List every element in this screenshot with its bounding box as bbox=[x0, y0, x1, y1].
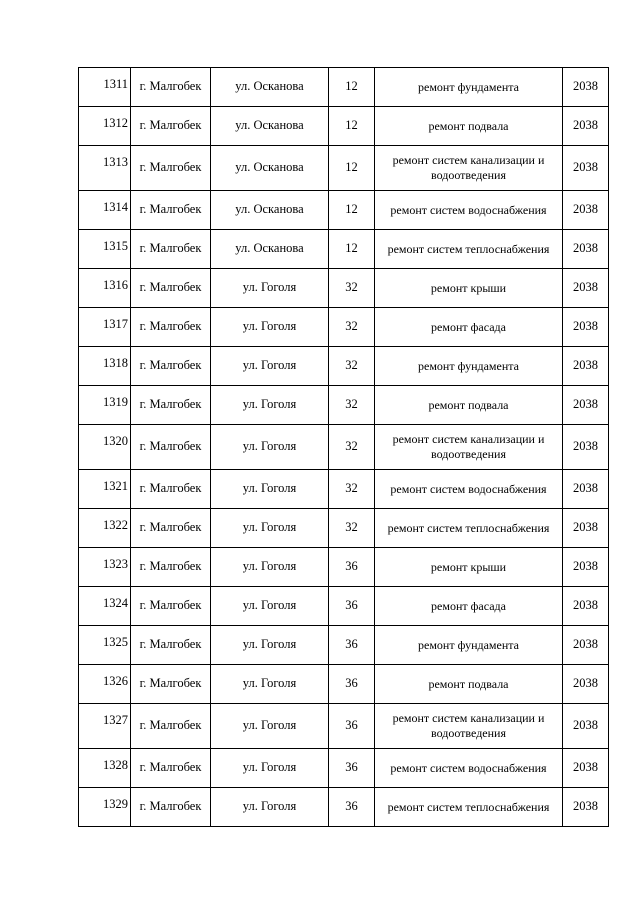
city-cell: г. Малгобек bbox=[131, 788, 211, 827]
table-row bbox=[79, 470, 609, 509]
year-cell: 2038 bbox=[563, 347, 609, 386]
street-cell: ул. Осканова bbox=[211, 146, 329, 191]
work-type-cell: ремонт фундамента bbox=[375, 626, 563, 665]
table-row bbox=[79, 347, 609, 386]
house-number-cell: 12 bbox=[329, 191, 375, 230]
year-cell: 2038 bbox=[563, 704, 609, 749]
house-number-cell: 32 bbox=[329, 347, 375, 386]
city-cell: г. Малгобек bbox=[131, 269, 211, 308]
row-number-cell: 1317 bbox=[79, 308, 131, 347]
table-row bbox=[79, 704, 609, 749]
city-cell: г. Малгобек bbox=[131, 386, 211, 425]
street-cell: ул. Гоголя bbox=[211, 587, 329, 626]
city-cell: г. Малгобек bbox=[131, 68, 211, 107]
house-number-cell: 36 bbox=[329, 749, 375, 788]
house-number-cell: 32 bbox=[329, 425, 375, 470]
table-row bbox=[79, 425, 609, 470]
table-row bbox=[79, 386, 609, 425]
row-number-cell: 1316 bbox=[79, 269, 131, 308]
year-cell: 2038 bbox=[563, 230, 609, 269]
table-row bbox=[79, 509, 609, 548]
street-cell: ул. Гоголя bbox=[211, 626, 329, 665]
city-cell: г. Малгобек bbox=[131, 470, 211, 509]
house-number-cell: 36 bbox=[329, 788, 375, 827]
city-cell: г. Малгобек bbox=[131, 587, 211, 626]
street-cell: ул. Осканова bbox=[211, 230, 329, 269]
street-cell: ул. Гоголя bbox=[211, 386, 329, 425]
work-type-cell: ремонт систем теплоснабжения bbox=[375, 230, 563, 269]
year-cell: 2038 bbox=[563, 191, 609, 230]
row-number-cell: 1326 bbox=[79, 665, 131, 704]
row-number-cell: 1311 bbox=[79, 68, 131, 107]
table-row bbox=[79, 626, 609, 665]
city-cell: г. Малгобек bbox=[131, 425, 211, 470]
table-row bbox=[79, 308, 609, 347]
table-row bbox=[79, 587, 609, 626]
house-number-cell: 36 bbox=[329, 587, 375, 626]
year-cell: 2038 bbox=[563, 788, 609, 827]
house-number-cell: 12 bbox=[329, 68, 375, 107]
work-type-cell: ремонт фасада bbox=[375, 587, 563, 626]
work-type-cell: ремонт подвала bbox=[375, 107, 563, 146]
row-number-cell: 1324 bbox=[79, 587, 131, 626]
table-row bbox=[79, 191, 609, 230]
house-number-cell: 12 bbox=[329, 230, 375, 269]
work-type-cell: ремонт систем водоснабжения bbox=[375, 191, 563, 230]
house-number-cell: 36 bbox=[329, 665, 375, 704]
year-cell: 2038 bbox=[563, 626, 609, 665]
row-number-cell: 1313 bbox=[79, 146, 131, 191]
work-type-cell: ремонт систем водоснабжения bbox=[375, 749, 563, 788]
row-number-cell: 1312 bbox=[79, 107, 131, 146]
row-number-cell: 1328 bbox=[79, 749, 131, 788]
row-number-cell: 1315 bbox=[79, 230, 131, 269]
year-cell: 2038 bbox=[563, 548, 609, 587]
work-type-cell: ремонт фундамента bbox=[375, 68, 563, 107]
row-number-cell: 1323 bbox=[79, 548, 131, 587]
work-type-cell: ремонт систем канализации и водоотведения bbox=[375, 704, 563, 749]
row-number-cell: 1314 bbox=[79, 191, 131, 230]
city-cell: г. Малгобек bbox=[131, 626, 211, 665]
year-cell: 2038 bbox=[563, 269, 609, 308]
work-type-cell: ремонт фундамента bbox=[375, 347, 563, 386]
work-type-cell: ремонт подвала bbox=[375, 386, 563, 425]
street-cell: ул. Гоголя bbox=[211, 425, 329, 470]
house-number-cell: 32 bbox=[329, 509, 375, 548]
row-number-cell: 1320 bbox=[79, 425, 131, 470]
year-cell: 2038 bbox=[563, 665, 609, 704]
city-cell: г. Малгобек bbox=[131, 704, 211, 749]
table-row bbox=[79, 749, 609, 788]
street-cell: ул. Гоголя bbox=[211, 509, 329, 548]
work-type-cell: ремонт систем канализации и водоотведения bbox=[375, 146, 563, 191]
year-cell: 2038 bbox=[563, 509, 609, 548]
table-row bbox=[79, 146, 609, 191]
work-type-cell: ремонт подвала bbox=[375, 665, 563, 704]
house-number-cell: 32 bbox=[329, 386, 375, 425]
row-number-cell: 1321 bbox=[79, 470, 131, 509]
street-cell: ул. Гоголя bbox=[211, 548, 329, 587]
street-cell: ул. Гоголя bbox=[211, 665, 329, 704]
street-cell: ул. Гоголя bbox=[211, 308, 329, 347]
table-row bbox=[79, 788, 609, 827]
work-type-cell: ремонт крыши bbox=[375, 269, 563, 308]
table-row bbox=[79, 269, 609, 308]
work-type-cell: ремонт крыши bbox=[375, 548, 563, 587]
street-cell: ул. Гоголя bbox=[211, 704, 329, 749]
row-number-cell: 1318 bbox=[79, 347, 131, 386]
row-number-cell: 1325 bbox=[79, 626, 131, 665]
house-number-cell: 12 bbox=[329, 146, 375, 191]
table-row bbox=[79, 548, 609, 587]
year-cell: 2038 bbox=[563, 386, 609, 425]
street-cell: ул. Гоголя bbox=[211, 470, 329, 509]
street-cell: ул. Гоголя bbox=[211, 749, 329, 788]
house-number-cell: 32 bbox=[329, 269, 375, 308]
house-number-cell: 36 bbox=[329, 704, 375, 749]
house-number-cell: 36 bbox=[329, 548, 375, 587]
table-row bbox=[79, 665, 609, 704]
year-cell: 2038 bbox=[563, 308, 609, 347]
city-cell: г. Малгобек bbox=[131, 146, 211, 191]
city-cell: г. Малгобек bbox=[131, 749, 211, 788]
city-cell: г. Малгобек bbox=[131, 107, 211, 146]
year-cell: 2038 bbox=[563, 146, 609, 191]
year-cell: 2038 bbox=[563, 587, 609, 626]
city-cell: г. Малгобек bbox=[131, 308, 211, 347]
row-number-cell: 1319 bbox=[79, 386, 131, 425]
year-cell: 2038 bbox=[563, 425, 609, 470]
table-body bbox=[79, 68, 609, 827]
repair-schedule-table bbox=[78, 67, 609, 827]
work-type-cell: ремонт систем теплоснабжения bbox=[375, 788, 563, 827]
city-cell: г. Малгобек bbox=[131, 509, 211, 548]
street-cell: ул. Гоголя bbox=[211, 347, 329, 386]
row-number-cell: 1329 bbox=[79, 788, 131, 827]
year-cell: 2038 bbox=[563, 470, 609, 509]
table-row bbox=[79, 68, 609, 107]
city-cell: г. Малгобек bbox=[131, 191, 211, 230]
city-cell: г. Малгобек bbox=[131, 665, 211, 704]
table-row bbox=[79, 107, 609, 146]
house-number-cell: 32 bbox=[329, 470, 375, 509]
street-cell: ул. Гоголя bbox=[211, 269, 329, 308]
year-cell: 2038 bbox=[563, 749, 609, 788]
row-number-cell: 1322 bbox=[79, 509, 131, 548]
year-cell: 2038 bbox=[563, 68, 609, 107]
work-type-cell: ремонт фасада bbox=[375, 308, 563, 347]
street-cell: ул. Гоголя bbox=[211, 788, 329, 827]
house-number-cell: 12 bbox=[329, 107, 375, 146]
city-cell: г. Малгобек bbox=[131, 230, 211, 269]
table-row bbox=[79, 230, 609, 269]
street-cell: ул. Осканова bbox=[211, 107, 329, 146]
work-type-cell: ремонт систем канализации и водоотведения bbox=[375, 425, 563, 470]
city-cell: г. Малгобек bbox=[131, 347, 211, 386]
year-cell: 2038 bbox=[563, 107, 609, 146]
street-cell: ул. Осканова bbox=[211, 191, 329, 230]
row-number-cell: 1327 bbox=[79, 704, 131, 749]
city-cell: г. Малгобек bbox=[131, 548, 211, 587]
house-number-cell: 36 bbox=[329, 626, 375, 665]
street-cell: ул. Осканова bbox=[211, 68, 329, 107]
house-number-cell: 32 bbox=[329, 308, 375, 347]
work-type-cell: ремонт систем водоснабжения bbox=[375, 470, 563, 509]
work-type-cell: ремонт систем теплоснабжения bbox=[375, 509, 563, 548]
